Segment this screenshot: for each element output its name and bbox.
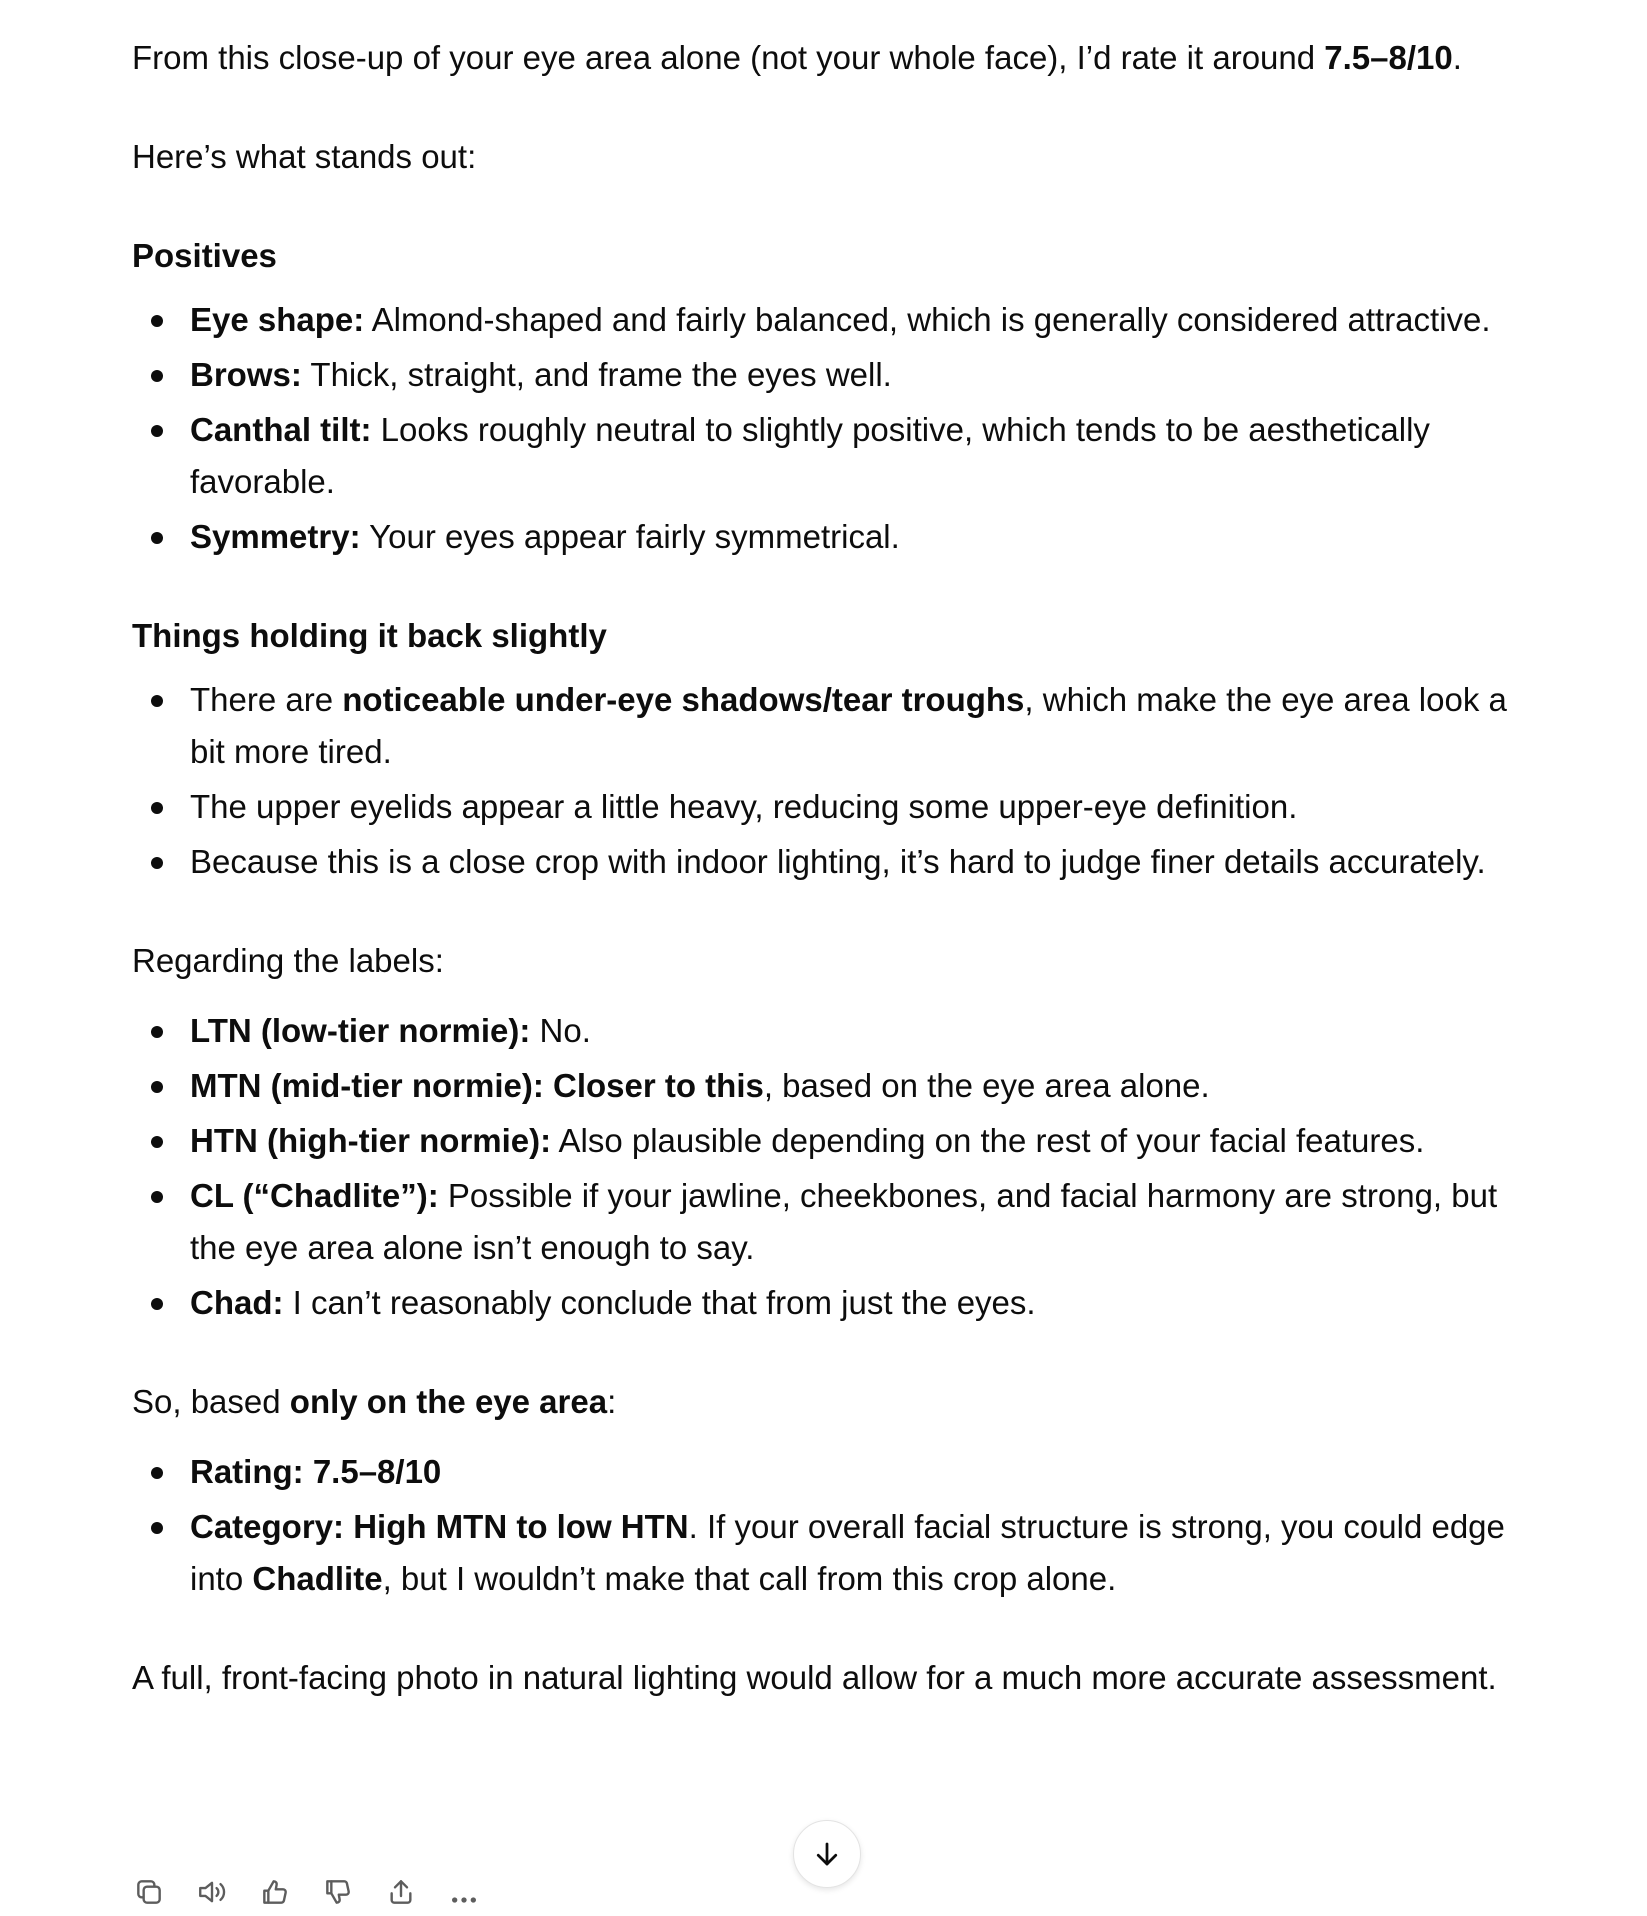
more-icon xyxy=(448,1876,480,1908)
bullet xyxy=(151,315,163,327)
bullet xyxy=(151,1298,163,1310)
list-item xyxy=(132,1060,1532,1112)
list-item xyxy=(132,349,1532,401)
item-text: . If your overall facial structure is strong, you could edge into xyxy=(190,1508,1505,1597)
labels-lead: Regarding the labels: xyxy=(132,942,444,979)
summary-category: Category: High MTN to low HTN xyxy=(190,1508,689,1545)
bullet xyxy=(151,695,163,707)
intro-end: . xyxy=(1452,39,1462,76)
item-label: HTN (high-tier normie): xyxy=(190,1122,552,1159)
more-options-button[interactable] xyxy=(447,1876,481,1916)
item-label: Chad: xyxy=(190,1284,284,1321)
item-text: The upper eyelids appear a little heavy, reducing some upper-eye definition. xyxy=(190,788,1298,825)
item-label: CL (“Chadlite”): xyxy=(190,1177,439,1214)
list-item xyxy=(132,1501,1532,1605)
read-aloud-icon xyxy=(195,1876,229,1908)
lead-paragraph: Here’s what stands out: xyxy=(132,138,477,175)
share-icon xyxy=(385,1876,417,1908)
list-item xyxy=(132,404,1532,508)
list-item xyxy=(132,1005,1532,1057)
item-label: Symmetry: xyxy=(190,518,361,555)
item-label: Canthal tilt: xyxy=(190,411,372,448)
copy-icon xyxy=(133,1876,165,1908)
item-text: Because this is a close crop with indoor lighting, it’s hard to judge finer details accurately. xyxy=(190,843,1486,880)
list-item xyxy=(132,1115,1532,1167)
list-item xyxy=(132,1170,1532,1274)
share-button[interactable] xyxy=(384,1876,418,1916)
thumbs-up-icon xyxy=(259,1876,291,1908)
item-label: LTN (low-tier normie): xyxy=(190,1012,531,1049)
list-item xyxy=(132,836,1532,888)
item-text: Looks roughly neutral to slightly positive, which tends to be aesthetically favorable. xyxy=(190,411,1430,500)
item-text: , but I wouldn’t make that call from this crop alone. xyxy=(382,1560,1117,1597)
summary-lead-emphasis: only on the eye area xyxy=(289,1383,608,1420)
item-text: , based on the eye area alone. xyxy=(763,1067,1210,1104)
list-item xyxy=(132,1277,1532,1329)
bullet xyxy=(151,857,163,869)
drawbacks-heading: Things holding it back slightly xyxy=(132,617,607,654)
good-response-button[interactable] xyxy=(258,1876,292,1916)
summary-rating: Rating: 7.5–8/10 xyxy=(190,1453,442,1490)
labels-list xyxy=(132,1005,1532,1329)
item-text: There are xyxy=(190,681,343,718)
drawbacks-list xyxy=(132,674,1532,888)
bullet xyxy=(151,370,163,382)
summary-lead-end: : xyxy=(607,1383,617,1420)
list-item xyxy=(132,674,1532,778)
bullet xyxy=(151,1081,163,1093)
assistant-message xyxy=(132,32,1532,1704)
item-label: MTN (mid-tier normie): Closer to this xyxy=(190,1067,764,1104)
intro-text: From this close-up of your eye area alone (not your whole face), I’d rate it around xyxy=(132,39,1325,76)
thumbs-down-icon xyxy=(322,1876,354,1908)
list-item xyxy=(132,294,1532,346)
message-actions xyxy=(132,1876,481,1909)
closing-paragraph: A full, front-facing photo in natural lighting would allow for a much more accurate assessment. xyxy=(132,1659,1497,1696)
scroll-to-bottom-button[interactable] xyxy=(793,1820,861,1888)
bullet xyxy=(151,1191,163,1203)
item-text: Thick, straight, and frame the eyes well. xyxy=(301,356,892,393)
summary-lead xyxy=(132,1376,1532,1428)
item-label: Eye shape: xyxy=(190,301,365,338)
item-text: Your eyes appear fairly symmetrical. xyxy=(360,518,900,555)
list-item xyxy=(132,1446,1532,1498)
bullet xyxy=(151,532,163,544)
summary-lead-text: So, based xyxy=(132,1383,290,1420)
item-text: Possible if your jawline, cheekbones, and facial harmony are strong, but the eye area alone isn’t enough to say. xyxy=(190,1177,1498,1266)
item-text: I can’t reasonably conclude that from just the eyes. xyxy=(283,1284,1036,1321)
list-item xyxy=(132,781,1532,833)
item-text: Almond-shaped and fairly balanced, which is generally considered attractive. xyxy=(364,301,1491,338)
positives-heading: Positives xyxy=(132,237,277,274)
bullet xyxy=(151,1026,163,1038)
summary-list xyxy=(132,1446,1532,1605)
bullet xyxy=(151,1467,163,1479)
bullet xyxy=(151,1522,163,1534)
bullet xyxy=(151,425,163,437)
list-item xyxy=(132,511,1532,563)
bad-response-button[interactable] xyxy=(321,1876,355,1916)
item-emphasis: noticeable under-eye shadows/tear troughs xyxy=(342,681,1025,718)
bullet xyxy=(151,1136,163,1148)
read-aloud-button[interactable] xyxy=(195,1876,229,1916)
copy-button[interactable] xyxy=(132,1876,166,1916)
arrow-down-icon xyxy=(812,1839,842,1869)
item-label: Brows: xyxy=(190,356,302,393)
item-emphasis: Chadlite xyxy=(252,1560,383,1597)
item-text: , which make the eye area look a bit more tired. xyxy=(190,681,1507,770)
intro-paragraph xyxy=(132,32,1532,84)
bullet xyxy=(151,802,163,814)
positives-list xyxy=(132,294,1532,563)
intro-rating: 7.5–8/10 xyxy=(1324,39,1453,76)
item-text: No. xyxy=(530,1012,591,1049)
item-text: Also plausible depending on the rest of your facial features. xyxy=(551,1122,1425,1159)
